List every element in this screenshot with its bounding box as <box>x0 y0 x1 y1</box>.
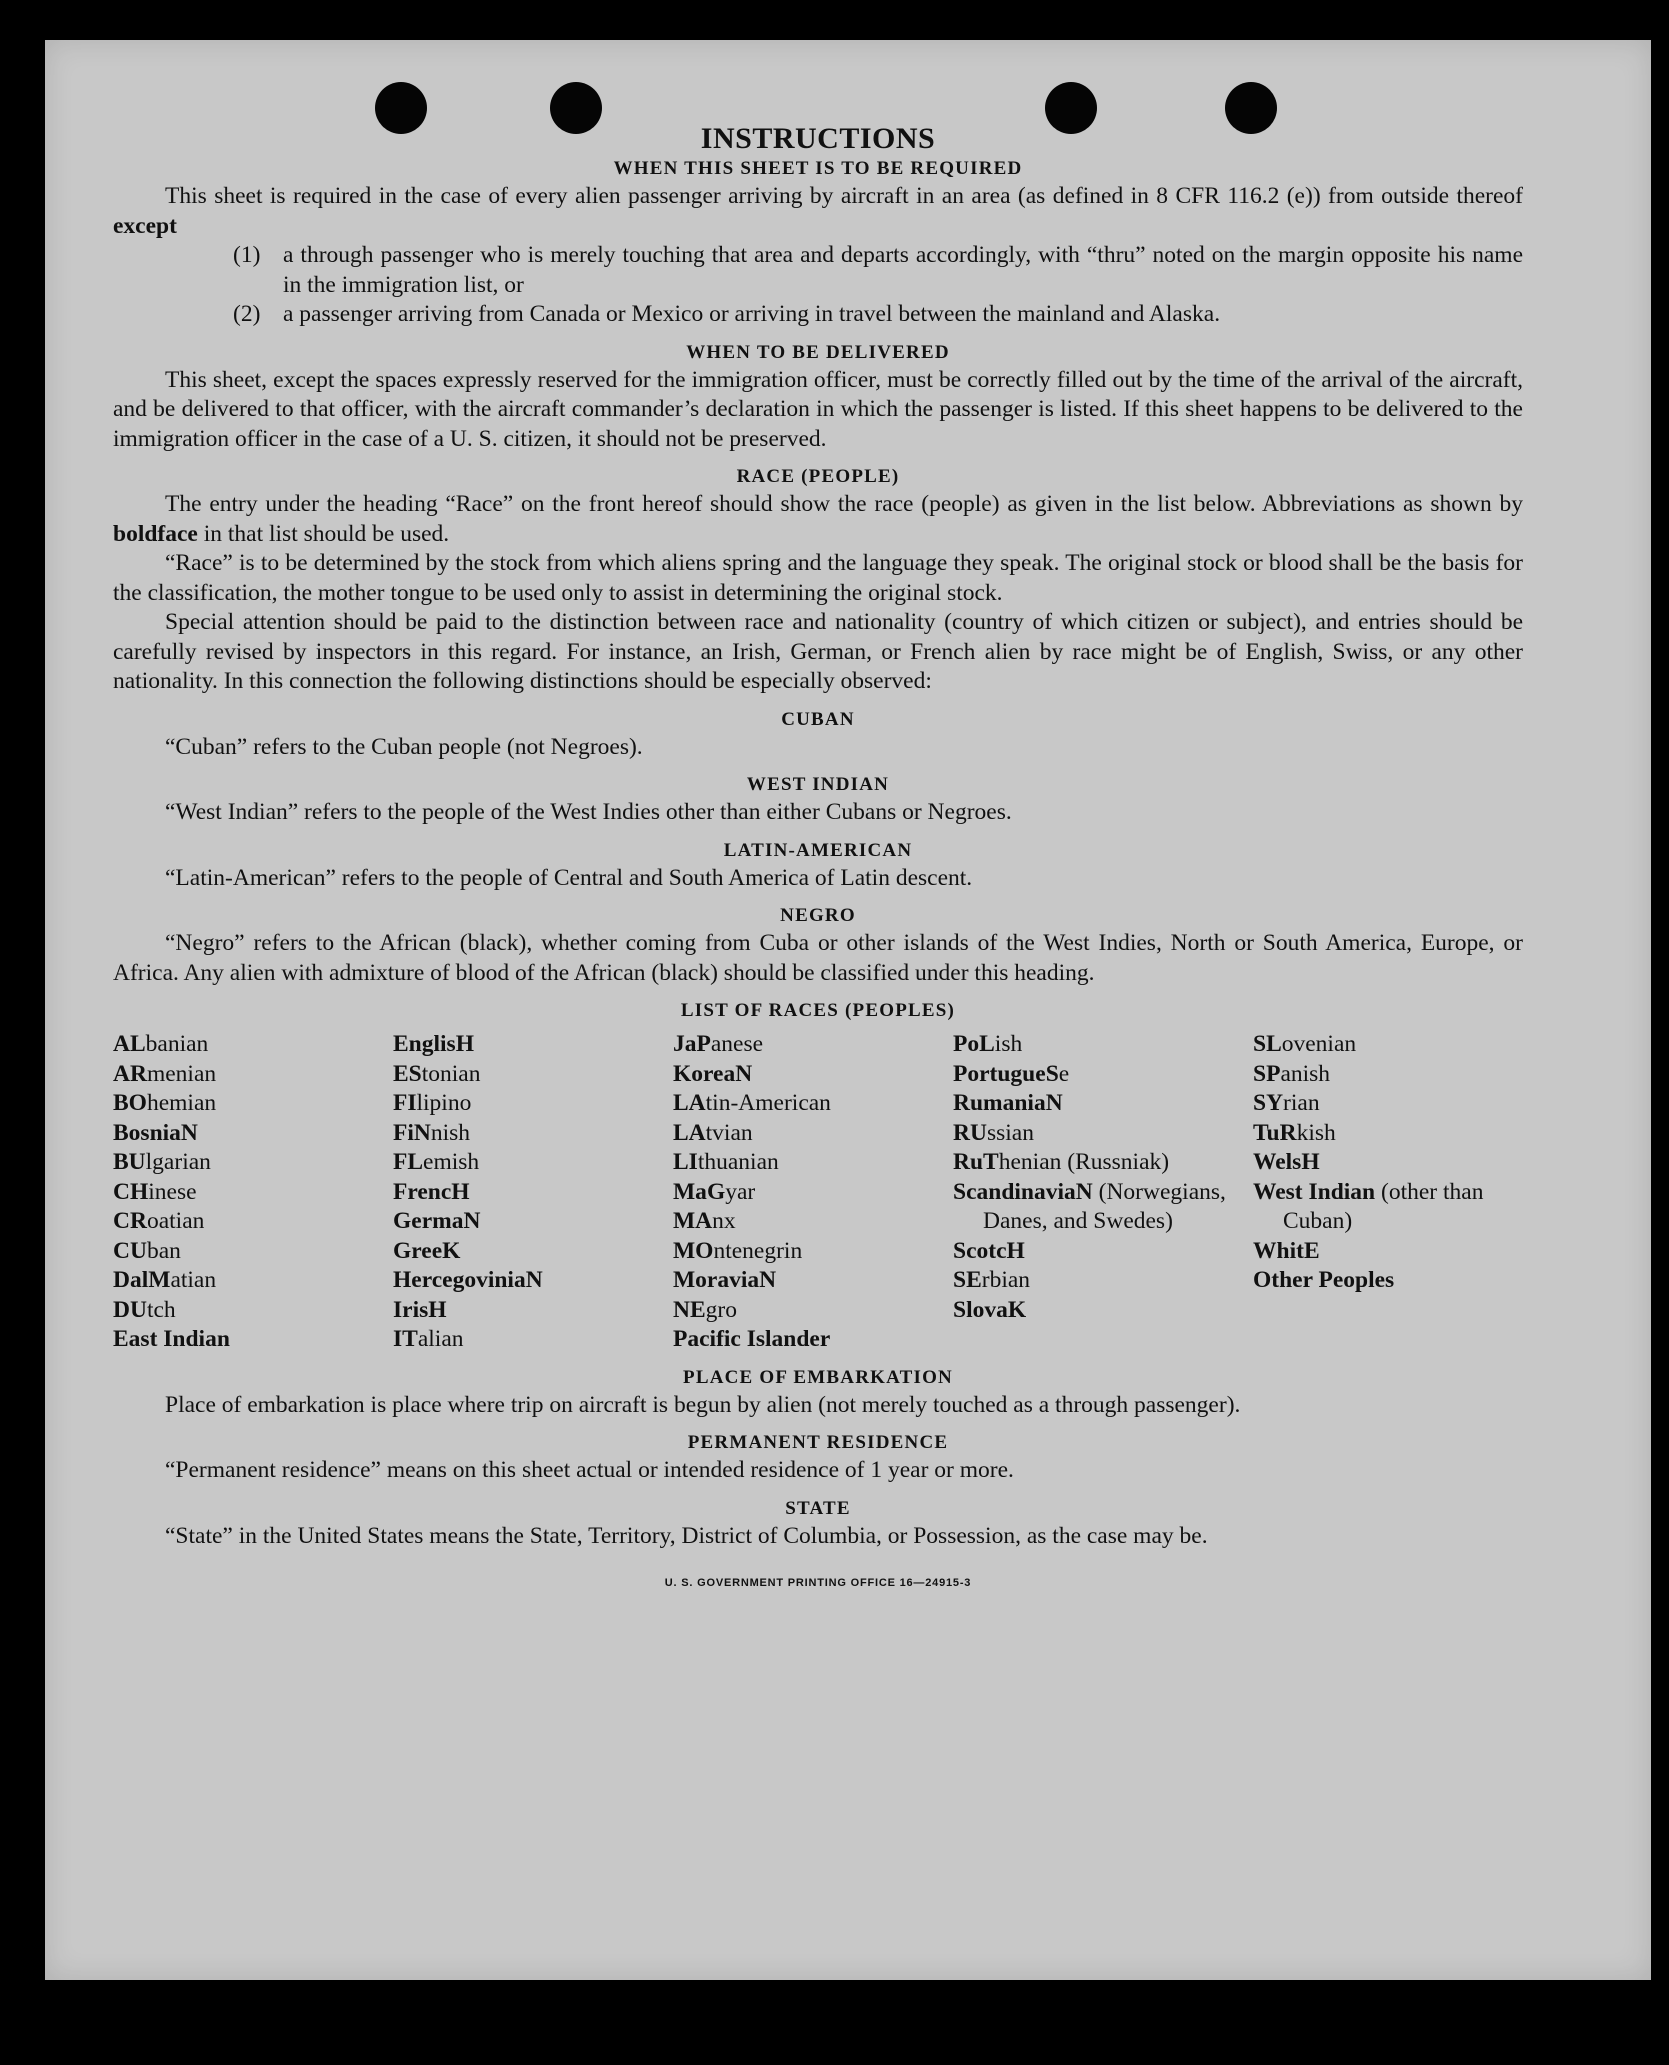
section-heading: LIST OF RACES (PEOPLES) <box>680 1000 956 1021</box>
race-abbrev: R <box>1279 1119 1297 1146</box>
race-abbrev: Slova <box>953 1296 1008 1323</box>
race-abbrev: RU <box>953 1119 987 1146</box>
race-abbrev: Ru <box>953 1149 984 1175</box>
race-entry <box>113 1237 393 1267</box>
section-permanent-residence <box>113 1430 1523 1486</box>
page-title: INSTRUCTIONS <box>700 122 936 155</box>
race-abbrev: K <box>1007 1296 1027 1323</box>
race-abbrev: E <box>1303 1237 1320 1264</box>
race-entry <box>393 1089 673 1119</box>
race-entry <box>393 1325 673 1355</box>
race-entry <box>113 1325 393 1355</box>
races-column <box>113 1030 393 1355</box>
race-abbrev: BU <box>113 1149 146 1175</box>
section-heading: CUBAN <box>781 708 855 730</box>
paragraph-text: This sheet is required in the case of every alien passenger arriving by aircraft in an area (as defined in 8 CFR 116.2 (e)) from outside thereof <box>165 183 1523 209</box>
race-text: thuanian <box>697 1149 779 1175</box>
race-abbrev: LI <box>673 1149 698 1175</box>
printer-imprint: U. S. GOVERNMENT PRINTING OFFICE 16—24915-3 <box>664 1577 972 1589</box>
race-abbrev: MA <box>673 1208 713 1234</box>
race-abbrev: LA <box>673 1119 706 1146</box>
race-entry <box>953 1178 1253 1237</box>
race-text: hemian <box>146 1090 217 1116</box>
section-embarkation <box>113 1365 1523 1421</box>
race-abbrev: AL <box>113 1031 146 1057</box>
race-abbrev: N <box>1075 1178 1093 1205</box>
race-entry <box>393 1060 673 1090</box>
race-entry <box>1253 1060 1523 1090</box>
race-abbrev: Dal <box>113 1267 149 1293</box>
paragraph: Place of embarkation is place where trip on aircraft is begun by alien (not merely touched as a through passenger). <box>165 1391 1241 1418</box>
race-entry <box>393 1207 673 1237</box>
race-text: emish <box>423 1149 480 1175</box>
race-entry <box>113 1148 393 1178</box>
race-entry <box>1253 1237 1523 1267</box>
race-entry <box>953 1266 1253 1296</box>
race-entry <box>673 1148 953 1178</box>
race-abbrev: G <box>706 1178 726 1205</box>
section-delivered <box>113 340 1523 455</box>
race-entry <box>1253 1030 1523 1060</box>
paragraph: “Cuban” refers to the Cuban people (not Negroes). <box>165 733 643 760</box>
race-text: tch <box>146 1296 176 1323</box>
race-entry <box>673 1237 953 1267</box>
list-text: a through passenger who is merely touching that area and departs accordingly, with “thru” noted on the margin opposite his name in the immigration list, or <box>283 242 1523 298</box>
race-entry <box>673 1207 953 1237</box>
race-abbrev: K <box>442 1237 461 1264</box>
section-heading: NEGRO <box>780 905 856 926</box>
race-entry <box>1253 1089 1523 1119</box>
race-text: lgarian <box>145 1149 211 1175</box>
race-text: (other than Cuban) <box>1283 1178 1484 1234</box>
race-abbrev: FI <box>393 1090 417 1116</box>
race-entry <box>393 1030 673 1060</box>
race-entry <box>393 1148 673 1178</box>
race-abbrev: H <box>1006 1237 1025 1264</box>
race-text: tvian <box>705 1119 753 1146</box>
races-column <box>953 1030 1253 1355</box>
list-number: (2) <box>233 301 261 327</box>
race-abbrev: Wels <box>1253 1149 1302 1175</box>
paragraph <box>113 490 1523 549</box>
race-entry <box>673 1178 953 1208</box>
race-abbrev: Bosnia <box>113 1119 181 1146</box>
race-entry <box>1253 1148 1523 1178</box>
race-abbrev: Tu <box>1253 1119 1280 1146</box>
race-entry <box>393 1178 673 1208</box>
paragraph-bold: except <box>113 212 177 239</box>
race-entry <box>113 1178 393 1208</box>
races-column <box>673 1030 953 1355</box>
race-entry <box>673 1119 953 1149</box>
race-entry <box>953 1296 1253 1326</box>
race-abbrev: IT <box>393 1326 418 1352</box>
race-abbrev: Ja <box>673 1031 697 1057</box>
race-abbrev: FL <box>393 1149 424 1175</box>
race-text: ntenegrin <box>713 1237 803 1264</box>
race-abbrev: Scotc <box>953 1237 1007 1264</box>
race-entry <box>673 1089 953 1119</box>
race-abbrev: SE <box>953 1267 982 1293</box>
race-abbrev: Scandinavia <box>953 1178 1076 1205</box>
paragraph: “Permanent residence” means on this sheet actual or intended residence of 1 year or more. <box>165 1457 1014 1483</box>
section-required <box>113 156 1523 330</box>
race-entry <box>673 1325 953 1355</box>
race-abbrev: Frenc <box>393 1178 452 1205</box>
paragraph-text: in that list should be used. <box>197 520 450 547</box>
race-entry <box>673 1030 953 1060</box>
race-abbrev: Iris <box>393 1296 429 1323</box>
race-abbrev: H <box>451 1178 470 1205</box>
race-entry <box>113 1296 393 1326</box>
race-entry <box>393 1237 673 1267</box>
section-heading: WEST INDIAN <box>746 774 890 795</box>
race-text: (Norwegians, Danes, and Swedes) <box>983 1178 1226 1234</box>
race-entry <box>953 1089 1253 1119</box>
race-text: alian <box>417 1326 464 1352</box>
paragraph: This sheet, except the spaces expressly reserved for the immigration officer, must be correctly filled out by the time of the arrival of the aircraft, and be delivered to that officer, with the aircraft commander’s declaration in which the passenger is listed. If this sheet happens to be delivered to the immigration officer in the case of a U. S. citizen, it should not be preserved. <box>113 366 1523 452</box>
section-cuban <box>113 707 1523 763</box>
race-abbrev: N <box>180 1119 198 1146</box>
race-entry <box>953 1148 1253 1178</box>
race-abbrev: L <box>979 1031 995 1057</box>
race-abbrev: West Indian <box>1253 1178 1376 1205</box>
race-text: gro <box>705 1296 737 1323</box>
paragraph-bold: boldface <box>113 520 198 547</box>
race-abbrev: ES <box>393 1060 422 1087</box>
race-abbrev: CH <box>113 1178 149 1205</box>
race-abbrev: Portugue <box>953 1060 1046 1087</box>
race-abbrev: Fi <box>393 1119 414 1146</box>
race-text: nish <box>430 1119 471 1146</box>
race-text: tin-American <box>705 1090 831 1116</box>
race-abbrev: Other Peoples <box>1253 1267 1395 1293</box>
paragraph: “Latin-American” refers to the people of Central and South America of Latin descent. <box>165 864 973 891</box>
section-heading: PERMANENT RESIDENCE <box>687 1432 949 1453</box>
race-abbrev: H <box>1301 1149 1320 1175</box>
race-text: oatian <box>146 1208 205 1234</box>
race-abbrev: H <box>455 1031 474 1057</box>
paragraph: “Race” is to be determined by the stock from which aliens spring and the language they speak. The original stock or blood shall be the basis for the classification, the mother tongue to be used only to assist in determining the original stock. <box>113 550 1523 606</box>
race-abbrev: Moravia <box>673 1267 760 1293</box>
section-state <box>113 1496 1523 1552</box>
section-west-indian <box>113 772 1523 828</box>
race-abbrev: N <box>525 1267 543 1293</box>
race-abbrev: Pacific Islander <box>673 1326 831 1352</box>
race-text: ish <box>994 1031 1023 1057</box>
section-negro <box>113 903 1523 988</box>
paragraph-text: The entry under the heading “Race” on the front hereof should show the race (people) as given in the list below. Abbreviations as shown by <box>165 491 1523 517</box>
race-entry <box>953 1237 1253 1267</box>
race-abbrev: N <box>1045 1090 1063 1116</box>
race-abbrev: Gree <box>393 1237 443 1264</box>
race-abbrev: Rumania <box>953 1090 1046 1116</box>
section-list-of-races <box>113 998 1523 1355</box>
race-abbrev: CR <box>113 1208 147 1234</box>
paragraph: “Negro” refers to the African (black), whether coming from Cuba or other islands of the West Indies, North or South America, Europe, or Africa. Any alien with admixture of blood of the African (black) should be classified under this heading. <box>113 930 1523 986</box>
race-entry <box>113 1060 393 1090</box>
race-entry <box>953 1060 1253 1090</box>
race-abbrev: BO <box>113 1090 147 1116</box>
race-text: banian <box>145 1031 209 1057</box>
race-abbrev: LA <box>673 1090 706 1116</box>
section-heading: PLACE OF EMBARKATION <box>683 1366 953 1388</box>
race-abbrev: N <box>413 1119 431 1146</box>
race-abbrev: SY <box>1253 1090 1284 1116</box>
race-abbrev: CU <box>113 1237 147 1264</box>
race-text: atian <box>170 1267 217 1293</box>
race-abbrev: N <box>759 1267 777 1293</box>
race-text: anese <box>710 1031 764 1057</box>
race-abbrev: DU <box>113 1296 147 1323</box>
race-entry <box>113 1119 393 1149</box>
race-abbrev: Whit <box>1253 1237 1304 1264</box>
paragraph: Special attention should be paid to the distinction between race and nationality (country of which citizen or subject), and entries should be carefully revised by inspectors in this regard. For instance, an Irish, German, or French alien by race might be of English, Swiss, or any other nationality. In this connection the following distinctions should be especially observed: <box>113 609 1523 694</box>
list-item <box>113 241 1523 300</box>
race-entry <box>1253 1178 1523 1237</box>
race-entry <box>953 1119 1253 1149</box>
race-text: rbian <box>981 1267 1031 1293</box>
race-abbrev: Po <box>953 1031 980 1057</box>
race-abbrev: MO <box>673 1237 714 1264</box>
race-abbrev: SL <box>1253 1031 1282 1057</box>
race-abbrev: AR <box>113 1060 147 1087</box>
race-abbrev: East Indian <box>113 1326 230 1352</box>
race-abbrev: Ma <box>673 1178 707 1205</box>
race-entry <box>673 1266 953 1296</box>
race-abbrev: P <box>696 1031 711 1057</box>
race-entry <box>113 1089 393 1119</box>
race-entry <box>113 1207 393 1237</box>
race-abbrev: M <box>148 1267 171 1293</box>
section-heading: WHEN TO BE DELIVERED <box>686 341 950 363</box>
race-abbrev: NE <box>673 1296 706 1323</box>
race-entry <box>953 1030 1253 1060</box>
section-heading: WHEN THIS SHEET IS TO BE REQUIRED <box>613 158 1023 179</box>
races-column <box>393 1030 673 1355</box>
race-abbrev: Englis <box>393 1031 456 1057</box>
race-text: e <box>1058 1060 1070 1087</box>
instructions-content <box>113 122 1523 1599</box>
race-text: tonian <box>421 1060 481 1087</box>
section-heading: RACE (PEOPLE) <box>736 466 900 487</box>
document-sheet <box>45 40 1651 1980</box>
race-abbrev: N <box>735 1060 753 1087</box>
race-text: ovenian <box>1281 1031 1357 1057</box>
race-text: nx <box>712 1208 736 1234</box>
race-entry <box>673 1060 953 1090</box>
race-abbrev: N <box>463 1208 481 1234</box>
race-entry <box>393 1119 673 1149</box>
list-item <box>113 300 1523 330</box>
race-entry <box>113 1266 393 1296</box>
race-text: menian <box>146 1060 217 1087</box>
race-text: anish <box>1280 1060 1331 1087</box>
race-text: henian (Russniak) <box>998 1149 1170 1175</box>
paragraph: “State” in the United States means the State, Territory, District of Columbia, or Possession, as the case may be. <box>165 1522 1208 1549</box>
race-entry <box>393 1296 673 1326</box>
race-text: yar <box>725 1178 756 1205</box>
race-text: ssian <box>986 1119 1034 1146</box>
race-entry <box>1253 1119 1523 1149</box>
race-text: lipino <box>416 1090 472 1116</box>
race-abbrev: S <box>1045 1060 1059 1087</box>
race-entry <box>1253 1266 1523 1296</box>
race-abbrev: Korea <box>673 1060 736 1087</box>
race-entry <box>113 1030 393 1060</box>
race-text: ban <box>146 1237 181 1264</box>
race-entry <box>673 1296 953 1326</box>
race-abbrev: Hercegovinia <box>393 1267 526 1293</box>
races-column <box>1253 1030 1523 1355</box>
paragraph: “West Indian” refers to the people of the West Indies other than either Cubans or Negroes. <box>165 799 1012 825</box>
section-latin-american <box>113 838 1523 894</box>
race-abbrev: Germa <box>393 1208 464 1234</box>
list-number: (1) <box>233 242 261 268</box>
paragraph <box>113 182 1523 241</box>
races-table <box>113 1030 1523 1355</box>
race-text: rian <box>1283 1090 1320 1116</box>
race-abbrev: H <box>428 1296 447 1323</box>
race-text: inese <box>148 1178 197 1205</box>
race-abbrev: T <box>983 1149 999 1175</box>
section-race <box>113 464 1523 697</box>
race-entry <box>393 1266 673 1296</box>
section-heading: STATE <box>785 1497 851 1519</box>
list-text: a passenger arriving from Canada or Mexico or arriving in travel between the mainland and Alaska. <box>283 301 1221 327</box>
section-heading: LATIN-AMERICAN <box>723 839 913 861</box>
race-abbrev: SP <box>1253 1060 1281 1087</box>
race-text: kish <box>1296 1119 1336 1146</box>
